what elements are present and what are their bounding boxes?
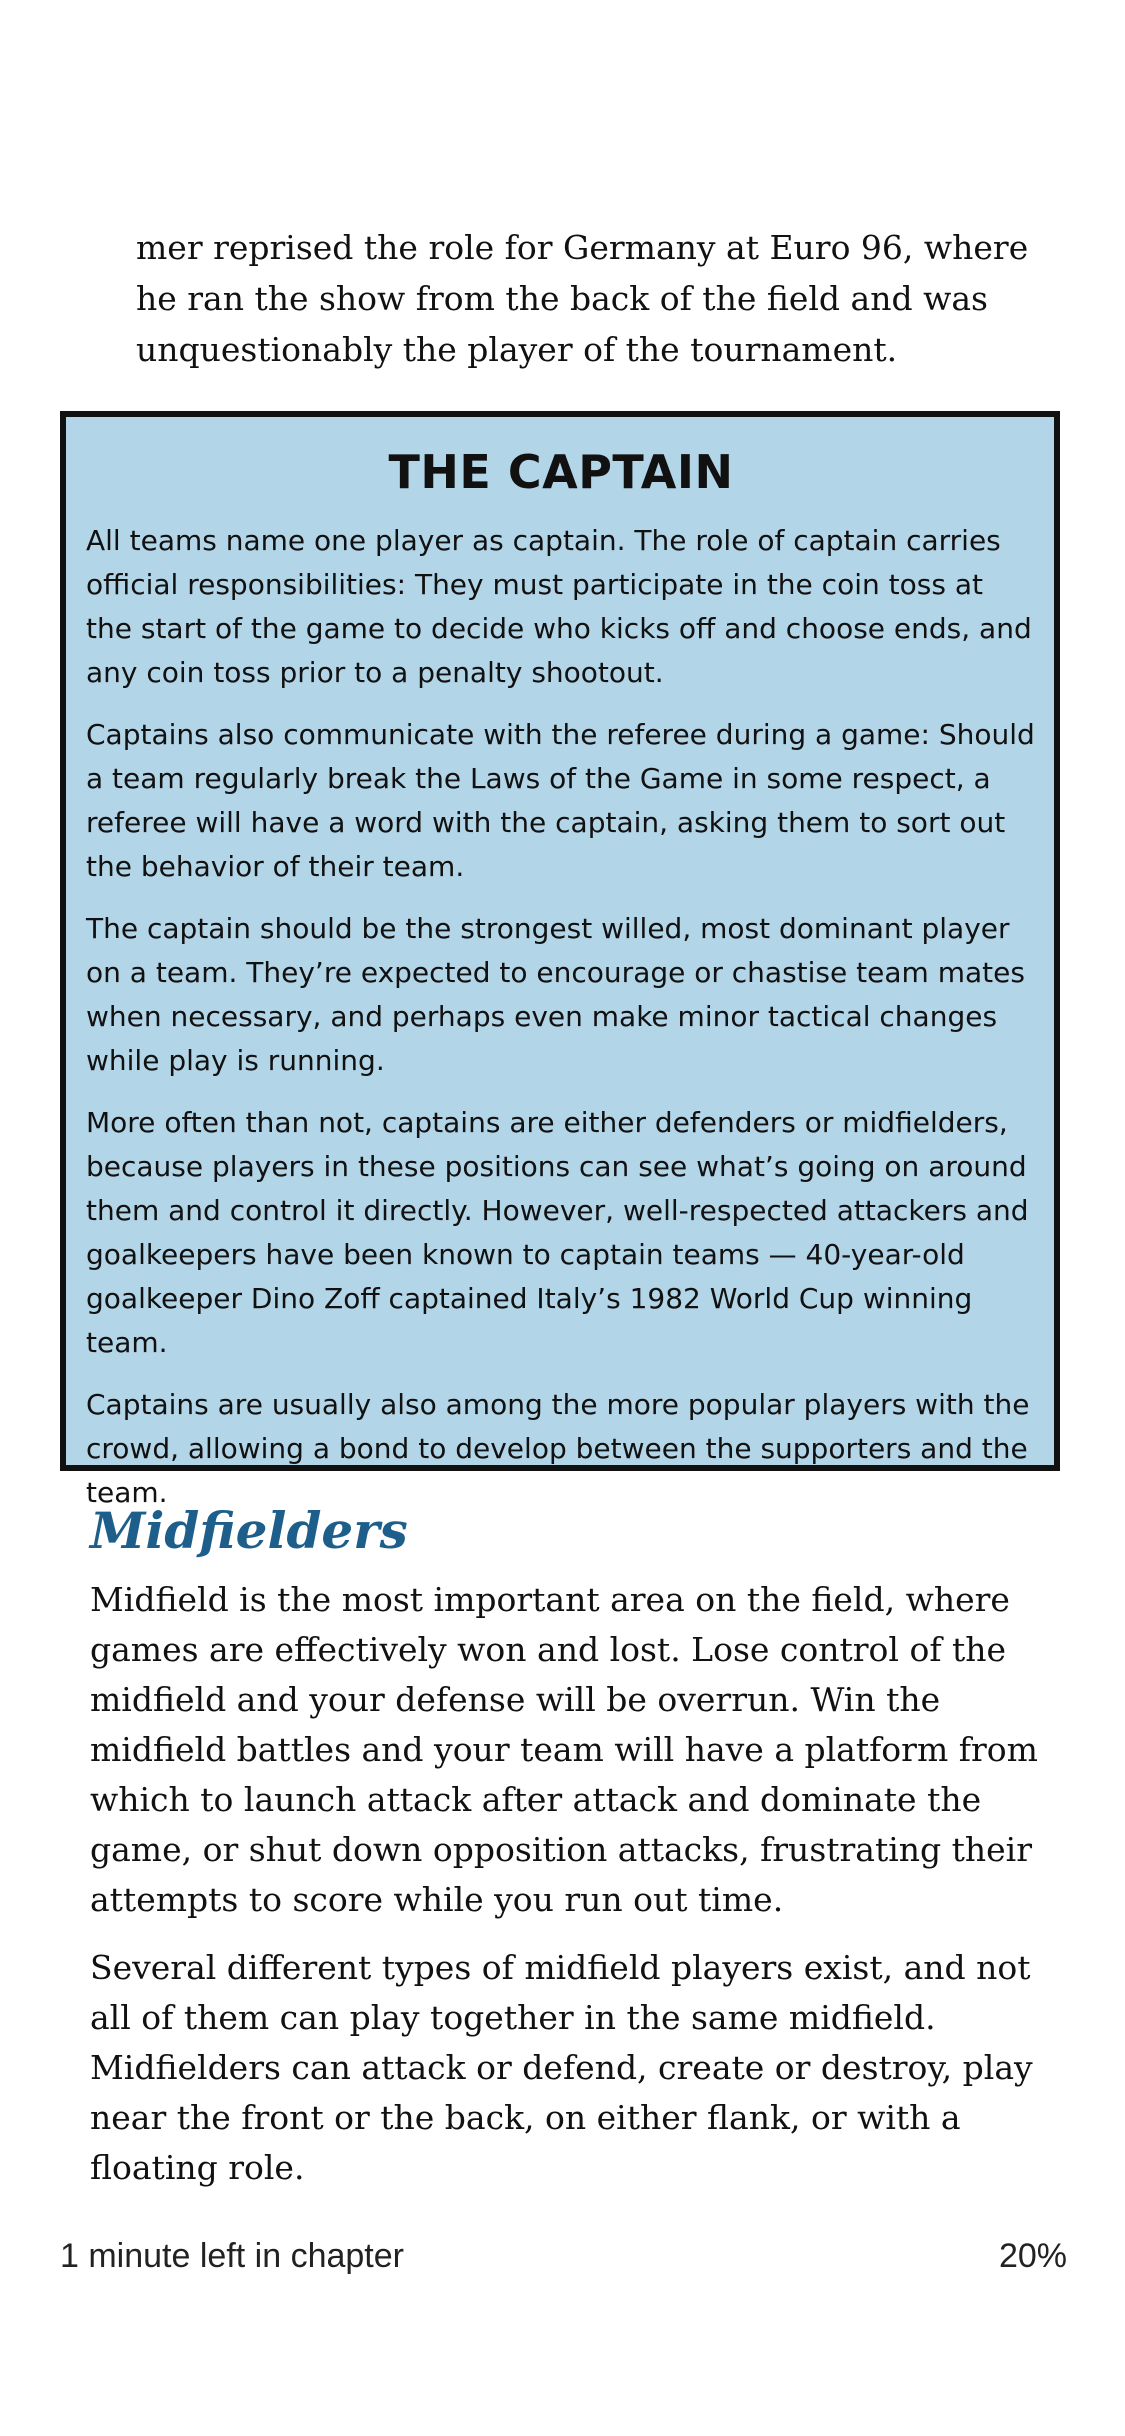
section-heading-midfielders: Midfielders [90, 1501, 408, 1560]
sidebar-paragraph: All teams name one player as captain. The role of captain carries official responsibilities: They must participate in the coin toss at the start of the game to decide who kicks off and choose ends, and any coin toss prior to a penalty shootout. [86, 524, 1032, 689]
captain-sidebar-box [60, 411, 1060, 1509]
sidebar-paragraph: Captains also communicate with the referee during a game: Should a team regularly break the Laws of the Game in some respect, a referee will have a word with the captain, asking them to sort out the behavior of their team. [86, 718, 1035, 883]
time-left-in-chapter: 1 minute left in chapter [60, 2237, 404, 2275]
intro-paragraph: mer reprised the role for Germany at Euro 96, where he ran the show from the back of the field and was unquestionably the player of the tournament. [136, 228, 1029, 369]
reading-progress-percent: 20% [998, 2237, 1067, 2275]
body-paragraph: Midfield is the most important area on the field, where games are effectively won and lost. Lose control of the midfield and your defense will be overrun. Win the midfield battles and your team will have a platform from which to launch attack after attack and dominate the game, or shut down opposition attacks, frustrating their attempts to score while you run out time. [90, 1580, 1038, 1919]
section-body [90, 1575, 1075, 2211]
sidebar-title: THE CAPTAIN [388, 445, 734, 499]
sidebar-paragraph: The captain should be the strongest willed, most dominant player on a team. They’re expected to encourage or chastise team mates when necessary, and perhaps even make minor tactical changes while play is running. [86, 912, 1025, 1077]
sidebar-paragraph: Captains are usually also among the more popular players with the crowd, allowing a bond to develop between the supporters and the team. [86, 1388, 1030, 1509]
sidebar-paragraph: More often than not, captains are either defenders or midfielders, because players in these positions can see what’s going on around them and control it directly. However, well-respected attackers and goalkeepers have been known to captain teams — 40-year-old goalkeeper Dino Zoff captained Italy’s 1982 World Cup winning team. [86, 1106, 1029, 1359]
body-paragraph: Several different types of midfield players exist, and not all of them can play together in the same midfield. Midfielders can attack or defend, create or destroy, play near the front or the back, on either flank, or with a floating role. [90, 1948, 1033, 2187]
